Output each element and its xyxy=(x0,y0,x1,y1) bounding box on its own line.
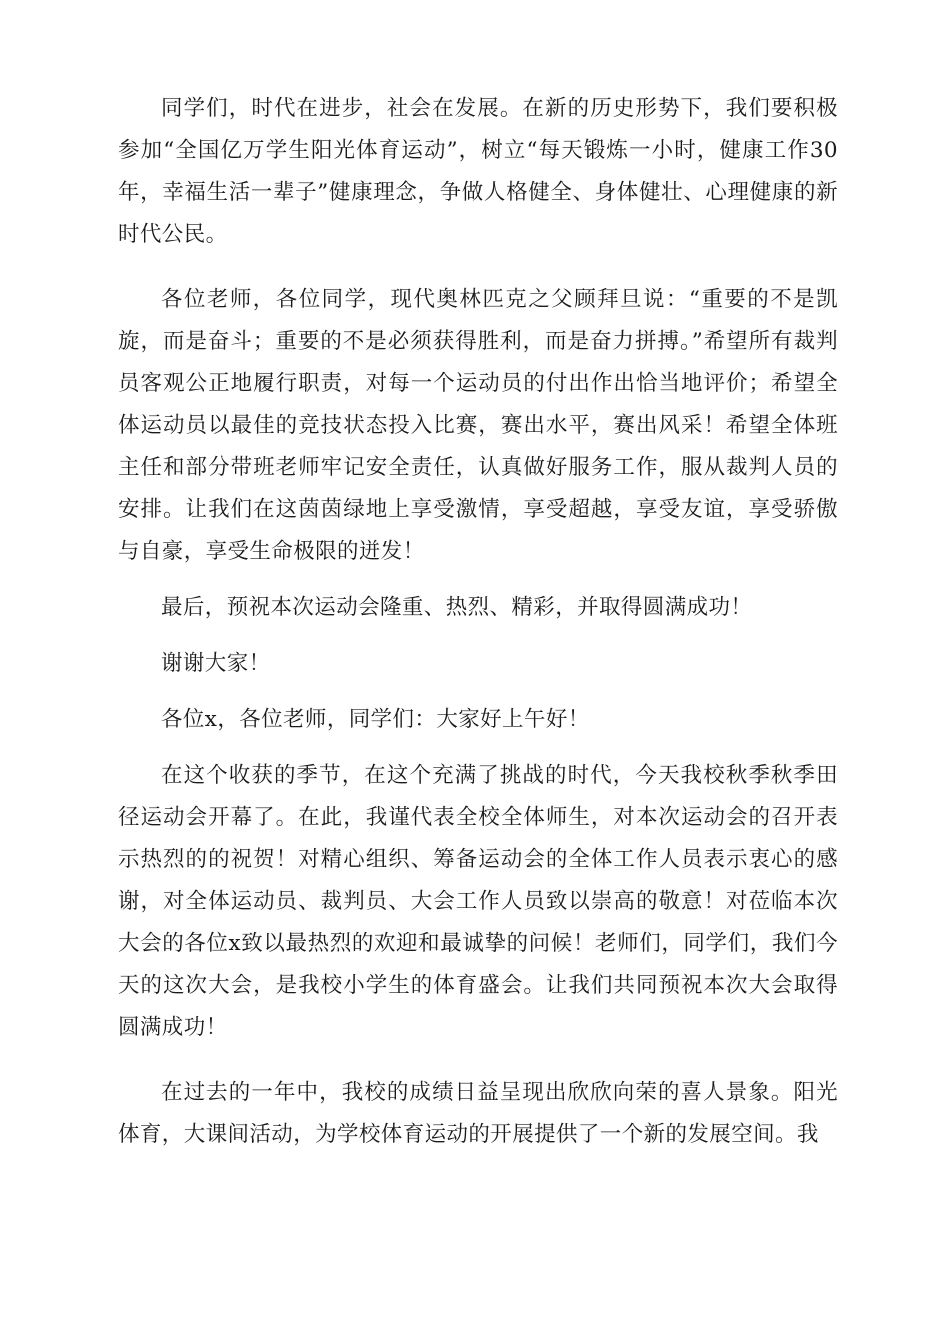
paragraph-best-wishes: 最后，预祝本次运动会隆重、热烈、精彩，并取得圆满成功！ xyxy=(161,595,753,620)
paragraph-past-year: 在过去的一年中，我校的成绩日益呈现出欣欣向荣的喜人景象。阳光体育，大课间活动，为学校体育运动的开展提供了一个新的发展空间。我 xyxy=(118,1080,838,1147)
paragraph-opening: 在这个收获的季节，在这个充满了挑战的时代，今天我校秋季秋季田径运动会开幕了。在此，我谨代表全校全体师生，对本次运动会的召开表示热烈的的祝贺！对精心组织、筹备运动会的全体工作人员表示衷心的感谢，对全体运动员、裁判员、大会工作人员致以崇高的敬意！对莅临本次大会的各位x致以最热烈的欢迎和最诚挚的问候！老师们，同学们，我们今天的这次大会，是我校小学生的体育盛会。让我们共同预祝本次大会取得圆满成功！ xyxy=(118,763,838,1040)
paragraph-greeting: 各位x，各位老师，同学们：大家好上午好！ xyxy=(161,707,590,732)
paragraph-sunshine-sports: 同学们，时代在进步，社会在发展。在新的历史形势下，我们要积极参加“全国亿万学生阳光体育运动”，树立“每天锻炼一小时，健康工作30年，幸福生活一辈子”健康理念，争做人格健全、身体健壮、心理健康的新时代公民。 xyxy=(118,96,838,247)
paragraph-coubertin-quote: 各位老师，各位同学，现代奥林匹克之父顾拜旦说：“重要的不是凯旋，而是奋斗；重要的不是必须获得胜利，而是奋力拼搏。”希望所有裁判员客观公正地履行职责，对每一个运动员的付出作出恰当地评价；希望全体运动员以最佳的竞技状态投入比赛，赛出水平，赛出风采！希望全体班主任和部分带班老师牢记安全责任，认真做好服务工作，服从裁判人员的安排。让我们在这茵茵绿地上享受激情，享受超越，享受友谊，享受骄傲与自豪，享受生命极限的迸发！ xyxy=(118,287,838,564)
document-page xyxy=(118,88,838,1156)
paragraph-thanks: 谢谢大家！ xyxy=(161,651,271,676)
